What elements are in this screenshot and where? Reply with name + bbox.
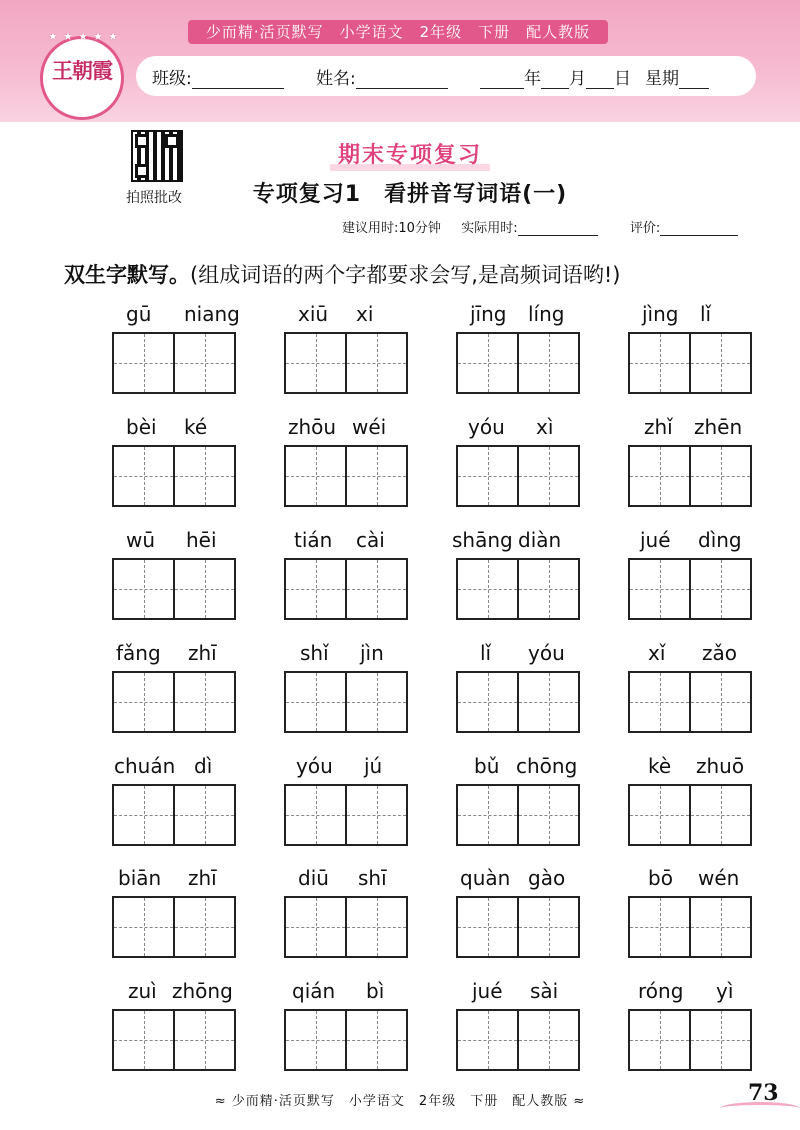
- pinyin-2: wén: [698, 866, 740, 890]
- pinyin-2: zǎo: [702, 641, 737, 665]
- pinyin-2: ké: [184, 415, 208, 439]
- pinyin-2: chōng: [516, 754, 578, 778]
- tian-box[interactable]: [345, 334, 406, 392]
- pinyin-1: diū: [298, 866, 329, 890]
- tian-box[interactable]: [345, 1011, 406, 1069]
- pinyin-2: lǐ: [700, 302, 712, 326]
- tian-box[interactable]: [286, 334, 345, 392]
- year-label: 年: [524, 69, 541, 89]
- pinyin-2: xì: [536, 415, 554, 439]
- tian-box[interactable]: [173, 1011, 234, 1069]
- pinyin-1: xǐ: [648, 641, 666, 665]
- pinyin-2: shī: [358, 866, 387, 890]
- tian-box[interactable]: [345, 560, 406, 618]
- day-label: 日: [614, 69, 631, 89]
- pinyin-2: jìn: [360, 641, 384, 665]
- rating-label: 评价:: [629, 221, 661, 236]
- brand-logo: [40, 36, 124, 120]
- star-icon: ★: [48, 30, 58, 43]
- crown-stars-icon: [48, 32, 118, 42]
- pinyin-2: bì: [366, 979, 385, 1003]
- time-info: [342, 217, 738, 236]
- star-icon: ★: [78, 30, 88, 43]
- pinyin-2: zhuō: [696, 754, 745, 778]
- tian-box[interactable]: [458, 560, 517, 618]
- tian-box[interactable]: [630, 786, 689, 844]
- pinyin-1: quàn: [460, 866, 511, 890]
- weekday-blank[interactable]: [679, 70, 709, 89]
- tian-box[interactable]: [173, 334, 234, 392]
- tian-box[interactable]: [689, 1011, 750, 1069]
- date-field[interactable]: [480, 64, 709, 89]
- pinyin-1: bǔ: [474, 754, 500, 778]
- month-blank[interactable]: [541, 70, 569, 89]
- tian-box[interactable]: [458, 786, 517, 844]
- pinyin-1: fǎng: [116, 641, 161, 665]
- instruction-note: (组成词语的两个字都要求会写,是高频词语哟!): [190, 263, 621, 287]
- tian-box[interactable]: [173, 673, 234, 731]
- footer-series: ≈ 少而精·活页默写 小学语文 2年级 下册 配人教版 ≈: [214, 1094, 586, 1109]
- tian-box[interactable]: [345, 673, 406, 731]
- tian-box[interactable]: [517, 1011, 578, 1069]
- pinyin-1: zhǐ: [644, 415, 673, 439]
- actual-time-blank[interactable]: [518, 222, 598, 236]
- pinyin-2: yì: [716, 979, 734, 1003]
- section-title: 期末专项复习: [320, 138, 500, 169]
- lesson-title: 专项复习1 看拼音写词语(一): [252, 182, 568, 207]
- pinyin-1: shǐ: [300, 641, 329, 665]
- instruction-title: 双生字默写。: [64, 263, 190, 287]
- tian-box[interactable]: [114, 560, 173, 618]
- tian-box[interactable]: [630, 334, 689, 392]
- page-number: 73: [748, 1080, 779, 1106]
- pinyin-2: niang: [184, 302, 240, 326]
- pinyin-1: zuì: [128, 979, 157, 1003]
- class-label: 班级:: [152, 69, 192, 89]
- pinyin-1: jué: [640, 528, 671, 552]
- qr-label: 拍照批改: [126, 190, 182, 206]
- tian-box[interactable]: [286, 898, 345, 956]
- tian-box[interactable]: [689, 786, 750, 844]
- tian-box[interactable]: [286, 447, 345, 505]
- tian-box[interactable]: [173, 786, 234, 844]
- tian-box[interactable]: [286, 560, 345, 618]
- pinyin-2: xi: [356, 302, 374, 326]
- pinyin-1: qián: [292, 979, 336, 1003]
- instruction: [64, 259, 620, 289]
- pinyin-2: zhōng: [172, 979, 233, 1003]
- day-blank[interactable]: [586, 70, 614, 89]
- pinyin-1: xiū: [298, 302, 329, 326]
- pinyin-1: róng: [638, 979, 684, 1003]
- class-blank[interactable]: [192, 70, 284, 89]
- tian-box[interactable]: [630, 447, 689, 505]
- pinyin-1: biān: [118, 866, 162, 890]
- tian-box[interactable]: [630, 560, 689, 618]
- pinyin-2: dìng: [698, 528, 742, 552]
- name-field[interactable]: [316, 64, 448, 89]
- tian-box[interactable]: [345, 447, 406, 505]
- year-blank[interactable]: [480, 70, 524, 89]
- pinyin-2: jú: [364, 754, 383, 778]
- pinyin-1: bō: [648, 866, 673, 890]
- brand-logo-text: 王朝霞: [52, 58, 112, 83]
- pinyin-1: tián: [294, 528, 333, 552]
- pinyin-2: zhēn: [694, 415, 743, 439]
- pinyin-1: kè: [648, 754, 672, 778]
- tian-box[interactable]: [630, 673, 689, 731]
- tian-box[interactable]: [114, 447, 173, 505]
- tian-box[interactable]: [517, 560, 578, 618]
- qr-code-icon[interactable]: [131, 130, 183, 182]
- pinyin-1: jìng: [642, 302, 679, 326]
- pinyin-2: zhī: [188, 866, 217, 890]
- pinyin-1: bèi: [126, 415, 157, 439]
- suggested-time: 建议用时:10分钟: [342, 221, 441, 236]
- pinyin-2: cài: [356, 528, 385, 552]
- pinyin-2: wéi: [352, 415, 387, 439]
- tian-box[interactable]: [286, 673, 345, 731]
- tian-box[interactable]: [458, 1011, 517, 1069]
- pinyin-1: gū: [126, 302, 152, 326]
- pinyin-2: gào: [528, 866, 566, 890]
- tian-box[interactable]: [630, 898, 689, 956]
- tian-box[interactable]: [173, 560, 234, 618]
- pinyin-1: chuán: [114, 754, 176, 778]
- star-icon: ★: [93, 30, 103, 43]
- pinyin-2: sài: [530, 979, 559, 1003]
- tian-box[interactable]: [114, 898, 173, 956]
- tian-box[interactable]: [173, 898, 234, 956]
- tian-box[interactable]: [517, 334, 578, 392]
- tian-box[interactable]: [517, 673, 578, 731]
- pinyin-1: shāng: [452, 528, 513, 552]
- name-blank[interactable]: [356, 70, 448, 89]
- pinyin-2: zhī: [188, 641, 217, 665]
- tian-box[interactable]: [458, 898, 517, 956]
- star-icon: ★: [108, 30, 118, 43]
- tian-box[interactable]: [689, 673, 750, 731]
- tian-box[interactable]: [345, 898, 406, 956]
- tian-box[interactable]: [286, 1011, 345, 1069]
- tian-box[interactable]: [517, 447, 578, 505]
- tian-box[interactable]: [114, 673, 173, 731]
- tian-box[interactable]: [630, 1011, 689, 1069]
- weekday-label: 星期: [645, 69, 679, 89]
- class-field[interactable]: [152, 64, 284, 89]
- page-wave-decoration: [720, 1102, 800, 1115]
- pinyin-1: yóu: [296, 754, 333, 778]
- pinyin-1: zhōu: [288, 415, 337, 439]
- tian-box[interactable]: [517, 898, 578, 956]
- tian-box[interactable]: [114, 786, 173, 844]
- tian-box[interactable]: [114, 1011, 173, 1069]
- pinyin-1: jīng: [470, 302, 507, 326]
- tian-box[interactable]: [458, 334, 517, 392]
- pinyin-1: wū: [126, 528, 156, 552]
- tian-box[interactable]: [689, 560, 750, 618]
- rating-blank[interactable]: [660, 222, 738, 236]
- pinyin-2: hēi: [186, 528, 217, 552]
- pinyin-2: líng: [528, 302, 565, 326]
- tian-box[interactable]: [689, 898, 750, 956]
- actual-time-label: 实际用时:: [461, 221, 518, 236]
- tian-box[interactable]: [173, 447, 234, 505]
- tian-box[interactable]: [458, 673, 517, 731]
- pinyin-1: lǐ: [480, 641, 492, 665]
- pinyin-1: yóu: [468, 415, 505, 439]
- series-banner: 少而精·活页默写 小学语文 2年级 下册 配人教版: [188, 20, 608, 44]
- pinyin-1: jué: [472, 979, 503, 1003]
- tian-box[interactable]: [458, 447, 517, 505]
- name-label: 姓名:: [316, 69, 356, 89]
- star-icon: ★: [63, 30, 73, 43]
- tian-box[interactable]: [114, 334, 173, 392]
- tian-box[interactable]: [517, 786, 578, 844]
- tian-box[interactable]: [689, 334, 750, 392]
- month-label: 月: [569, 69, 586, 89]
- tian-box[interactable]: [345, 786, 406, 844]
- pinyin-2: diàn: [518, 528, 562, 552]
- tian-box[interactable]: [286, 786, 345, 844]
- tian-box[interactable]: [689, 447, 750, 505]
- pinyin-2: yóu: [528, 641, 565, 665]
- pinyin-2: dì: [194, 754, 213, 778]
